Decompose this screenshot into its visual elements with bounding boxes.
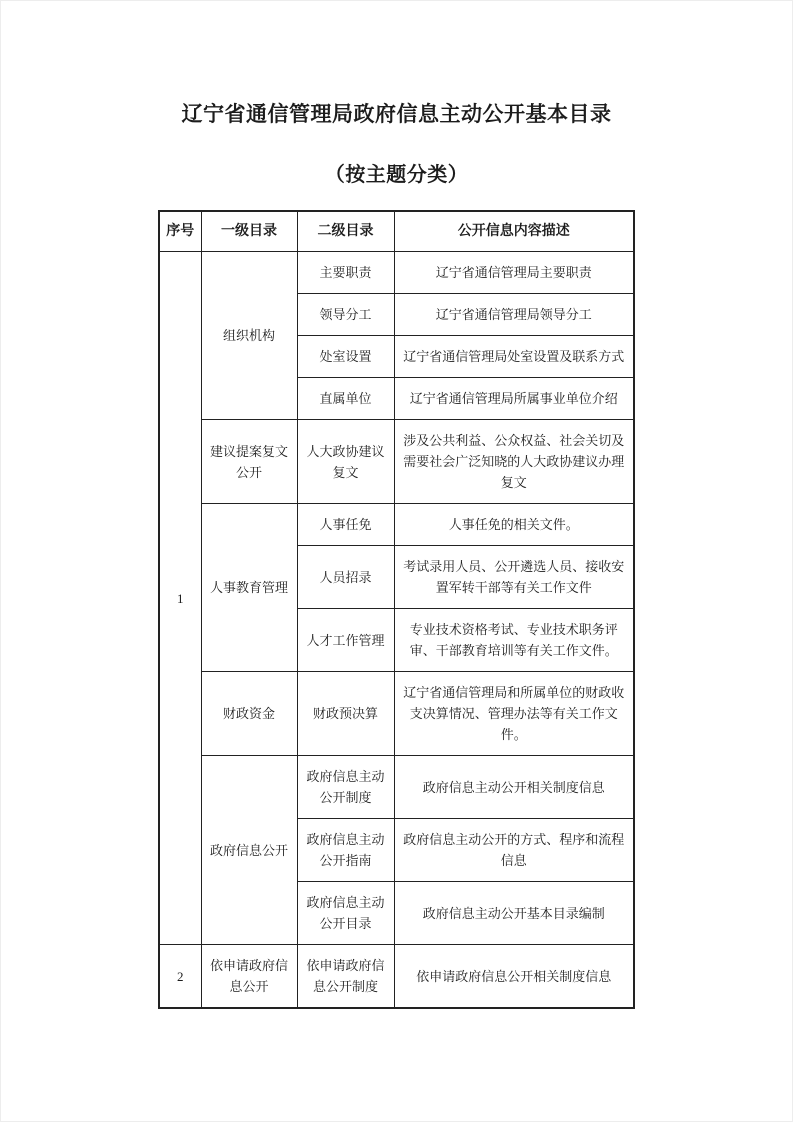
description-cell: 涉及公共利益、公众权益、社会关切及需要社会广泛知晓的人大政协建议办理复文	[394, 420, 634, 504]
header-level1: 一级目录	[201, 211, 297, 252]
level1-cell: 依申请政府信息公开	[201, 945, 297, 1009]
description-cell: 专业技术资格考试、专业技术职务评审、干部教育培训等有关工作文件。	[394, 609, 634, 672]
header-serial: 序号	[159, 211, 201, 252]
header-level2: 二级目录	[297, 211, 394, 252]
level1-cell: 财政资金	[201, 672, 297, 756]
document-subtitle: （按主题分类）	[324, 164, 469, 186]
table-row	[159, 420, 634, 504]
level2-cell: 领导分工	[297, 294, 394, 336]
description-cell: 考试录用人员、公开遴选人员、接收安置军转干部等有关工作文件	[394, 546, 634, 609]
level2-cell: 依申请政府信息公开制度	[297, 945, 394, 1009]
table-row	[159, 252, 634, 294]
description-cell: 辽宁省通信管理局所属事业单位介绍	[394, 378, 634, 420]
description-cell: 政府信息主动公开基本目录编制	[394, 882, 634, 945]
level2-cell: 处室设置	[297, 336, 394, 378]
description-cell: 依申请政府信息公开相关制度信息	[394, 945, 634, 1009]
level2-cell: 人才工作管理	[297, 609, 394, 672]
table-row	[159, 504, 634, 546]
level2-cell: 人员招录	[297, 546, 394, 609]
description-cell: 人事任免的相关文件。	[394, 504, 634, 546]
level2-cell: 财政预决算	[297, 672, 394, 756]
description-cell: 辽宁省通信管理局处室设置及联系方式	[394, 336, 634, 378]
description-cell: 辽宁省通信管理局主要职责	[394, 252, 634, 294]
level2-cell: 政府信息主动公开指南	[297, 819, 394, 882]
table-header-row	[159, 211, 634, 252]
serial-cell: 1	[159, 252, 201, 945]
header-description: 公开信息内容描述	[394, 211, 634, 252]
description-cell: 政府信息主动公开相关制度信息	[394, 756, 634, 819]
level2-cell: 政府信息主动公开目录	[297, 882, 394, 945]
description-cell: 辽宁省通信管理局领导分工	[394, 294, 634, 336]
level1-cell: 建议提案复文公开	[201, 420, 297, 504]
level1-cell: 人事教育管理	[201, 504, 297, 672]
level1-cell: 政府信息公开	[201, 756, 297, 945]
level2-cell: 直属单位	[297, 378, 394, 420]
document-title: 辽宁省通信管理局政府信息主动公开基本目录	[181, 102, 612, 126]
level2-cell: 主要职责	[297, 252, 394, 294]
catalog-table-body	[159, 252, 634, 1009]
description-cell: 政府信息主动公开的方式、程序和流程信息	[394, 819, 634, 882]
table-row	[159, 672, 634, 756]
table-row	[159, 756, 634, 819]
description-cell: 辽宁省通信管理局和所属单位的财政收支决算情况、管理办法等有关工作文件。	[394, 672, 634, 756]
level1-cell: 组织机构	[201, 252, 297, 420]
serial-cell: 2	[159, 945, 201, 1009]
level2-cell: 人事任免	[297, 504, 394, 546]
level2-cell: 人大政协建议复文	[297, 420, 394, 504]
level2-cell: 政府信息主动公开制度	[297, 756, 394, 819]
catalog-table	[158, 210, 635, 1009]
table-row	[159, 945, 634, 1009]
